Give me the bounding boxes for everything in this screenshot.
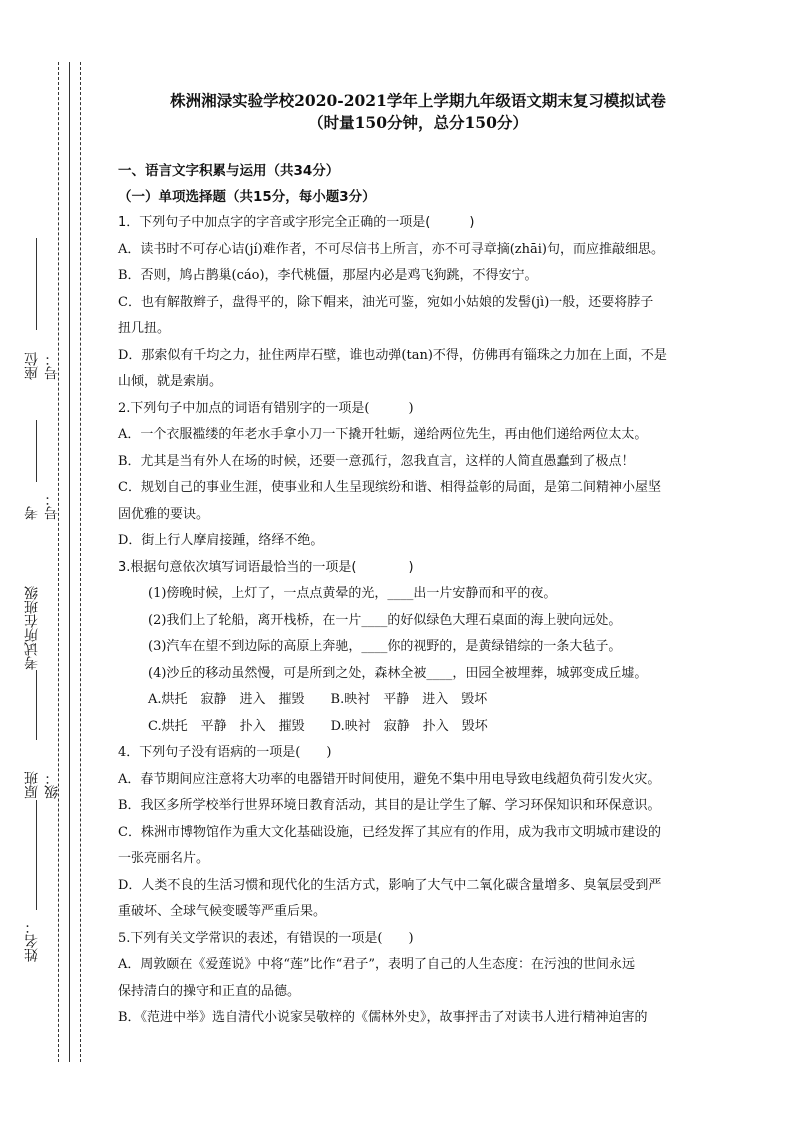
seat-label: 座位号： xyxy=(24,352,60,380)
binding-dashed-line xyxy=(58,62,59,1062)
question-1-option-c: C．也有解散辫子，盘得平的，除下帽来，油光可鉴，宛如小姑娘的发髻(jì)一般，还要将脖子 xyxy=(118,294,654,310)
question-1-option-d-cont: 山倾，就是索崩。 xyxy=(118,374,223,389)
question-5-stem: 5.下列有关文学常识的表述，有错误的一项是( ) xyxy=(118,930,414,946)
exam-no-blank-line xyxy=(36,420,37,482)
question-4-option-a: A．春节期间应注意将大功率的电器错开时间使用，避免不集中用电导致电线超负荷引发火灾。 xyxy=(118,771,661,787)
binding-margin xyxy=(0,0,100,1123)
question-3-sentence-4: (4)沙丘的移动虽然慢，可是所到之处，森林全被____，田园全被埋葬，城郭变成丘墟。 xyxy=(148,665,648,681)
question-4-option-c-cont: 一张亮丽名片。 xyxy=(118,851,210,866)
binding-dashed-line xyxy=(80,62,81,1062)
question-2-stem: 2.下列句子中加点的词语有错别字的一项是( ) xyxy=(118,400,414,416)
question-3-sentence-2: (2)我们上了轮船，离开栈桥，在一片____的好似绿色大理石桌面的海上驶向远处。 xyxy=(148,612,622,628)
exam-no-label: 考号： xyxy=(24,492,60,520)
question-2-option-c-cont: 固优雅的要诀。 xyxy=(118,506,210,522)
question-1-option-b: B．否则，鸠占鹊巢(cáo)，李代桃僵，那屋内必是鸡飞狗跳，不得安宁。 xyxy=(118,268,538,283)
seat-blank-line xyxy=(36,238,37,330)
question-3-stem: 3.根据句意依次填写词语最恰当的一项是( ) xyxy=(118,559,414,575)
question-2-option-a: A．一个衣服褴缕的年老水手拿小刀一下撬开牡蛎，递给两位先生，再由他们递给两位太太。 xyxy=(118,427,648,442)
section-heading: 一、语言文字积累与运用（共34分） xyxy=(118,163,340,179)
question-1-stem: 1．下列句子中加点字的字音或字形完全正确的一项是( ) xyxy=(118,215,475,230)
exam-class-blank-line xyxy=(36,670,37,740)
question-2-option-c: C．规划自己的事业生涯，使事业和人生呈现缤纷和谐、相得益彰的局面，是第二间精神小屋坚 xyxy=(118,480,661,495)
question-1-option-a: A．读书时不可存心诘(jí)难作者，不可尽信书上所言，亦不可寻章摘(zhāi)句，而应推敲细思。 xyxy=(118,241,664,257)
orig-class-blank-line xyxy=(36,800,37,910)
question-1-option-d: D．那索似有千均之力，扯住两岸石壁，谁也动弹(tan)不得，仿佛再有锱珠之力加在上面，不是 xyxy=(118,347,667,363)
question-4-option-d: D．人类不良的生活习惯和现代化的生活方式，影响了大气中二氧化碳含量增多、臭氧层受到严 xyxy=(118,877,662,893)
binding-solid-line xyxy=(69,62,70,1062)
question-5-option-b: B．《范进中举》选自清代小说家吴敬梓的《儒林外史》，故事抨击了对读书人进行精神迫害的 xyxy=(118,1010,648,1025)
part-heading: （一）单项选择题（共15分，每小题3分） xyxy=(118,189,376,205)
question-4-stem: 4．下列句子没有语病的一项是( ) xyxy=(118,745,332,760)
question-3-sentence-1: (1)傍晚时候，上灯了，一点点黄晕的光，____出一片安静而和平的夜。 xyxy=(148,586,557,601)
question-4-option-c: C．株洲市博物馆作为重大文化基础设施，已经发挥了其应有的作用，成为我市文明城市建设的 xyxy=(118,824,661,840)
question-2-option-b: B．尤其是当有外人在场的时候，还要一意孤行，忽我直言，这样的人简直愚蠢到了极点！ xyxy=(118,453,635,469)
exam-subtitle: （时量150分钟，总分150分） xyxy=(308,113,528,132)
exam-page xyxy=(118,90,718,1032)
question-2-option-d: D．街上行人摩肩接踵，络绎不绝。 xyxy=(118,533,324,548)
question-1-option-c-cont: 扭几扭。 xyxy=(118,321,171,336)
name-label: 姓名： xyxy=(24,920,40,962)
question-5-option-a-cont: 保持清白的操守和正直的品德。 xyxy=(118,983,301,999)
question-3-options-ab: A.烘托 寂静 进入 摧毁 B.映衬 平静 进入 毁坏 xyxy=(148,692,488,707)
question-4-option-b: B．我区多所学校举行世界环境日教育活动，其目的是让学生了解、学习环保知识和环保意识。 xyxy=(118,798,661,813)
question-3-options-cd: C.烘托 平静 扑入 摧毁 D.映衬 寂静 扑入 毁坏 xyxy=(148,718,488,734)
question-5-option-a: A．周敦颐在《爱莲说》中将“莲”比作“君子”，表明了自己的人生态度：在污浊的世间永远 xyxy=(118,957,635,972)
orig-class-label: 原班级： xyxy=(24,771,60,799)
question-4-option-d-cont: 重破坏、全球气候变暖等严重后果。 xyxy=(118,904,327,919)
question-3-sentence-3: (3)汽车在望不到边际的高原上奔驰，____你的视野的，是黄绿错综的一条大毡子。 xyxy=(148,639,622,654)
exam-class-label: 考试所在班级 xyxy=(24,586,40,670)
exam-title: 株洲湘渌实验学校2020-2021学年上学期九年级语文期末复习模拟试卷 xyxy=(170,91,666,110)
